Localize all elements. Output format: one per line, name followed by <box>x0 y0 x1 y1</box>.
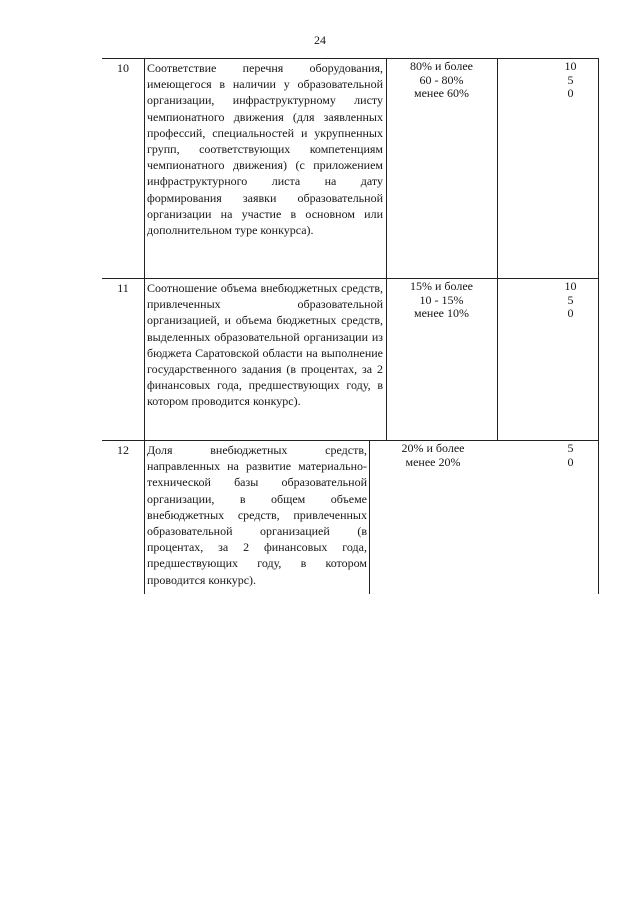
row-12-scale <box>369 442 497 469</box>
points-item: 5 <box>567 72 574 87</box>
row-11-number: 11 <box>117 281 129 295</box>
column-divider <box>497 59 498 278</box>
points-item: 5 <box>567 441 574 455</box>
criteria-table <box>102 58 599 594</box>
column-divider <box>144 441 145 594</box>
points-item: 10 <box>564 59 577 73</box>
scale-item: менее 20% <box>405 454 461 469</box>
table-row-12 <box>102 440 599 594</box>
scale-item: менее 60% <box>414 86 469 100</box>
row-11-points <box>542 280 599 321</box>
row-10-scale <box>386 60 497 101</box>
row-10-points <box>542 60 599 101</box>
table-row-11 <box>102 278 599 440</box>
page-number: 24 <box>314 33 326 47</box>
scale-item: 15% и более <box>409 279 473 293</box>
row-12-criterion: Доля внебюджетных средств, направленных на развитие материально-технической базы образовательной организации, в общем объеме внебюджетных средств, привлеченных образовательной организацией (в процентах, за 2 финансовых года, предшествующих году, в котором проводится конкурс). <box>147 443 367 587</box>
points-item: 10 <box>564 279 577 293</box>
scale-item: 20% и более <box>401 441 465 455</box>
points-item: 5 <box>567 292 574 307</box>
column-divider <box>144 279 145 440</box>
row-10-number: 10 <box>117 61 129 75</box>
row-11-scale <box>386 280 497 321</box>
row-11-criterion: Соотношение объема внебюджетных средств, привлеченных образовательной организацией, и объема бюджетных средств, выделенных образовательной организации из бюджета Саратовской области на выполнение государственного задания (в процентах, за 2 финансовых года, предшествующих году, в котором проводится конкурс). <box>147 281 383 409</box>
points-item: 0 <box>567 454 574 469</box>
row-12-number: 12 <box>117 443 129 457</box>
column-divider <box>497 279 498 440</box>
points-item: 0 <box>567 306 574 320</box>
scale-item: 60 - 80% <box>419 72 464 87</box>
row-10-criterion: Соответствие перечня оборудования, имеющегося в наличии у образовательной организации, инфраструктурному листу чемпионатного движения (для заявленных профессий, специальностей и укрупненных групп, соответствующих компетенциям чемпионатного движения) (с приложением инфраструктурного листа на дату формирования заявки образовательной организации на участие в основном или дополнительном туре конкурса). <box>147 61 383 238</box>
scale-item: 10 - 15% <box>419 292 464 307</box>
points-item: 0 <box>567 86 574 100</box>
scale-item: 80% и более <box>409 59 473 73</box>
column-divider <box>144 59 145 278</box>
row-12-points <box>542 442 599 469</box>
table-row-10 <box>102 58 599 278</box>
scale-item: менее 10% <box>414 306 469 320</box>
